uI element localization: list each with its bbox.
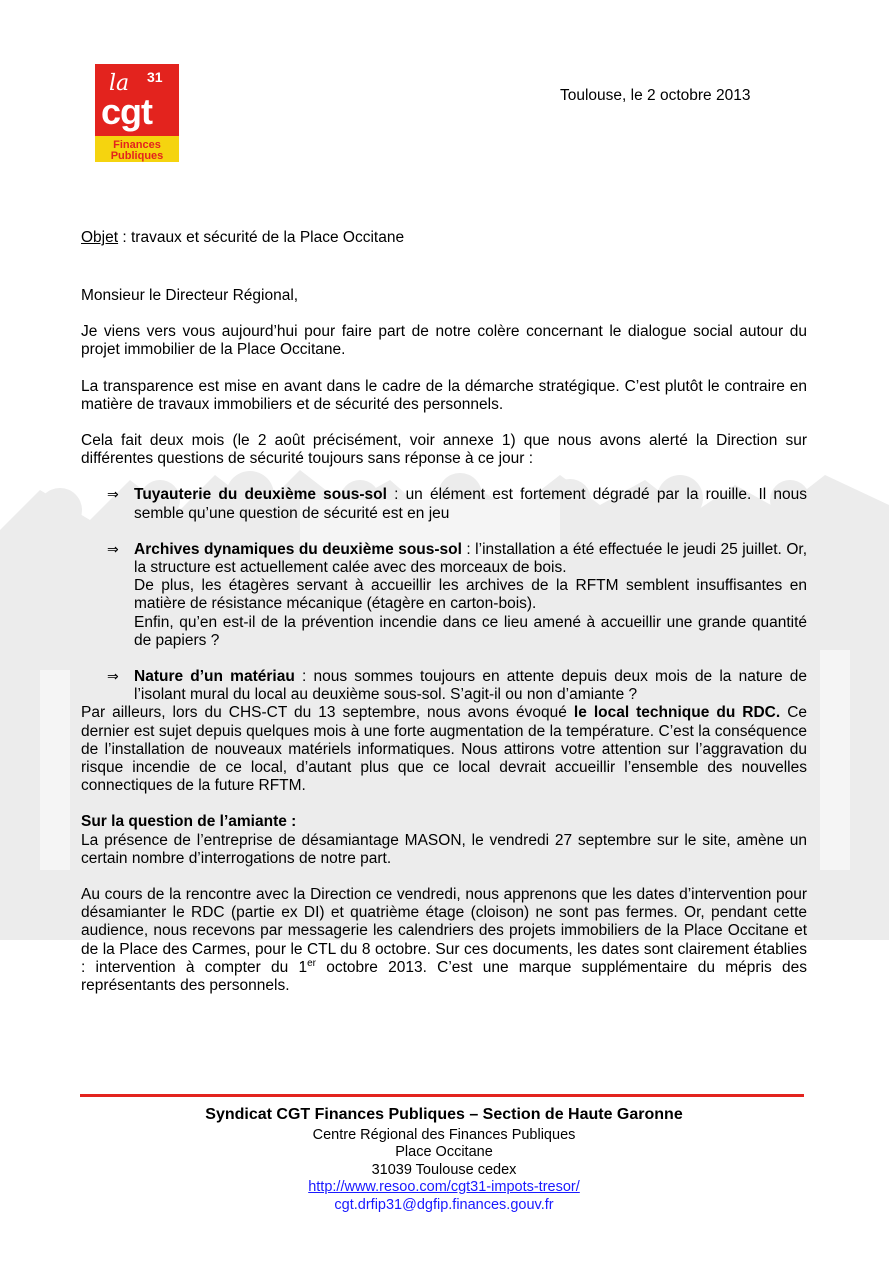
last-superscript: er [307,957,316,969]
footer-divider [80,1094,804,1097]
footer-org: Syndicat CGT Finances Publiques – Section de Haute Garonne [205,1106,683,1123]
amiante-text: La présence de l’entreprise de désamiantage MASON, le vendredi 27 septembre sur le site, amène un certain nombre d’interrogations de notre part. [81,831,807,867]
arrow-icon: ⇒ [107,487,119,504]
paragraph-2: La transparence est mise en avant dans le cadre de la démarche stratégique. C’est plutôt le contraire en matière de travaux immobiliers et de sécurité des personnels. [81,377,807,413]
letter-date: Toulouse, le 2 octobre 2013 [560,87,751,104]
paragraph-3: Cela fait deux mois (le 2 août précisément, voir annexe 1) que nous avons alerté la Direction sur différentes questions de sécurité toujours sans réponse à ce jour : [81,432,807,468]
logo-brand: cgt [101,91,152,132]
last-text-before: Au cours de la rencontre avec la Direction ce vendredi, nous apprenons que les dates d’intervention pour désamianter le RDC (partie ex DI) et quatrième étage (cloison) ne sont pas fermes. Or, pendant cette audience, nous recevons par messagerie les calendriers des projets immobiliers de la Place Occitane et de la Place des Carmes, pour le CTL du 8 octobre. Sur ces documents, les dates sont clairement établies : intervention à compter du 1 [81,886,807,976]
logo-script: la [109,71,130,96]
subject-label: Objet [81,229,119,246]
item-title: Nature d’un matériau [134,668,295,686]
last-text-after: octobre 2013. C’est une marque supplémentaire du mépris des représentants des personnels. [81,958,807,995]
item-extra: Enfin, qu’en est-il de la prévention incendie dans ce lieu amené à accueillir une grande quantité de papiers ? [134,613,807,649]
paragraph-last [81,886,807,995]
footer-address-2: Place Occitane [395,1144,493,1160]
paragraph-amiante [81,813,807,868]
letter-body [81,287,807,995]
footer [80,1106,808,1214]
logo-line1: Finances [113,139,161,151]
footer-address-3: 31039 Toulouse cedex [371,1161,517,1178]
list-item-archives [81,541,807,650]
arrow-icon: ⇒ [107,669,119,686]
cgt-logo [95,64,179,162]
subject-text: : travaux et sécurité de la Place Occitane [118,229,405,246]
footer-email[interactable]: cgt.drfip31@dgfip.finances.gouv.fr [334,1196,554,1213]
chsct-text-after: Ce dernier est sujet depuis quelques mois à une forte augmentation de la température. C’est la conséquence de l’installation de nouveaux matériels informatiques. Nous attirons votre attention sur l’aggravation du risque incendie de ce local, d’autant plus que ce local devrait accueillir l’ensemble des nouvelles connectiques de la future RFTM. [81,704,808,795]
logo-line2: Publiques [110,150,164,162]
paragraph-chsct [81,704,807,795]
item-title: Archives dynamiques du deuxième sous-sol [134,540,462,558]
letter-subject [81,229,404,247]
list-item-materiau [81,668,807,704]
arrow-icon: ⇒ [107,541,119,558]
footer-website-link[interactable]: http://www.resoo.com/cgt31-impots-tresor/ [308,1179,580,1195]
item-text: : l’installation a été effectuée le jeudi 25 juillet. Or, la structure est actuellement calée avec des morceaux de bois. [134,540,807,577]
item-text: : un élément est fortement dégradé par la rouille. Il nous semble qu’une question de sécurité est en jeu [134,486,807,522]
chsct-text-before: Par ailleurs, lors du CHS-CT du 13 septembre, nous avons évoqué [81,704,574,722]
paragraph-1: Je viens vers vous aujourd’hui pour faire part de notre colère concernant le dialogue social autour du projet immobilier de la Place Occitane. [81,323,807,359]
footer-address-1: Centre Régional des Finances Publiques [312,1126,576,1143]
item-extra: De plus, les étagères servant à accueillir les archives de la RFTM semblent insuffisantes en matière de résistance mécanique (étagère en carton-bois). [134,577,807,613]
salutation: Monsieur le Directeur Régional, [81,287,299,304]
item-text: : nous sommes toujours en attente depuis deux mois de la nature de l’isolant mural du local au deuxième sous-sol. S’agit-il ou non d’amiante ? [134,668,807,704]
logo-number: 31 [147,69,163,85]
chsct-bold: le local technique du RDC. [573,704,781,722]
amiante-heading: Sur la question de l’amiante : [81,813,297,831]
item-title: Tuyauterie du deuxième sous-sol [134,486,387,504]
list-item-tuyauterie [81,486,807,522]
